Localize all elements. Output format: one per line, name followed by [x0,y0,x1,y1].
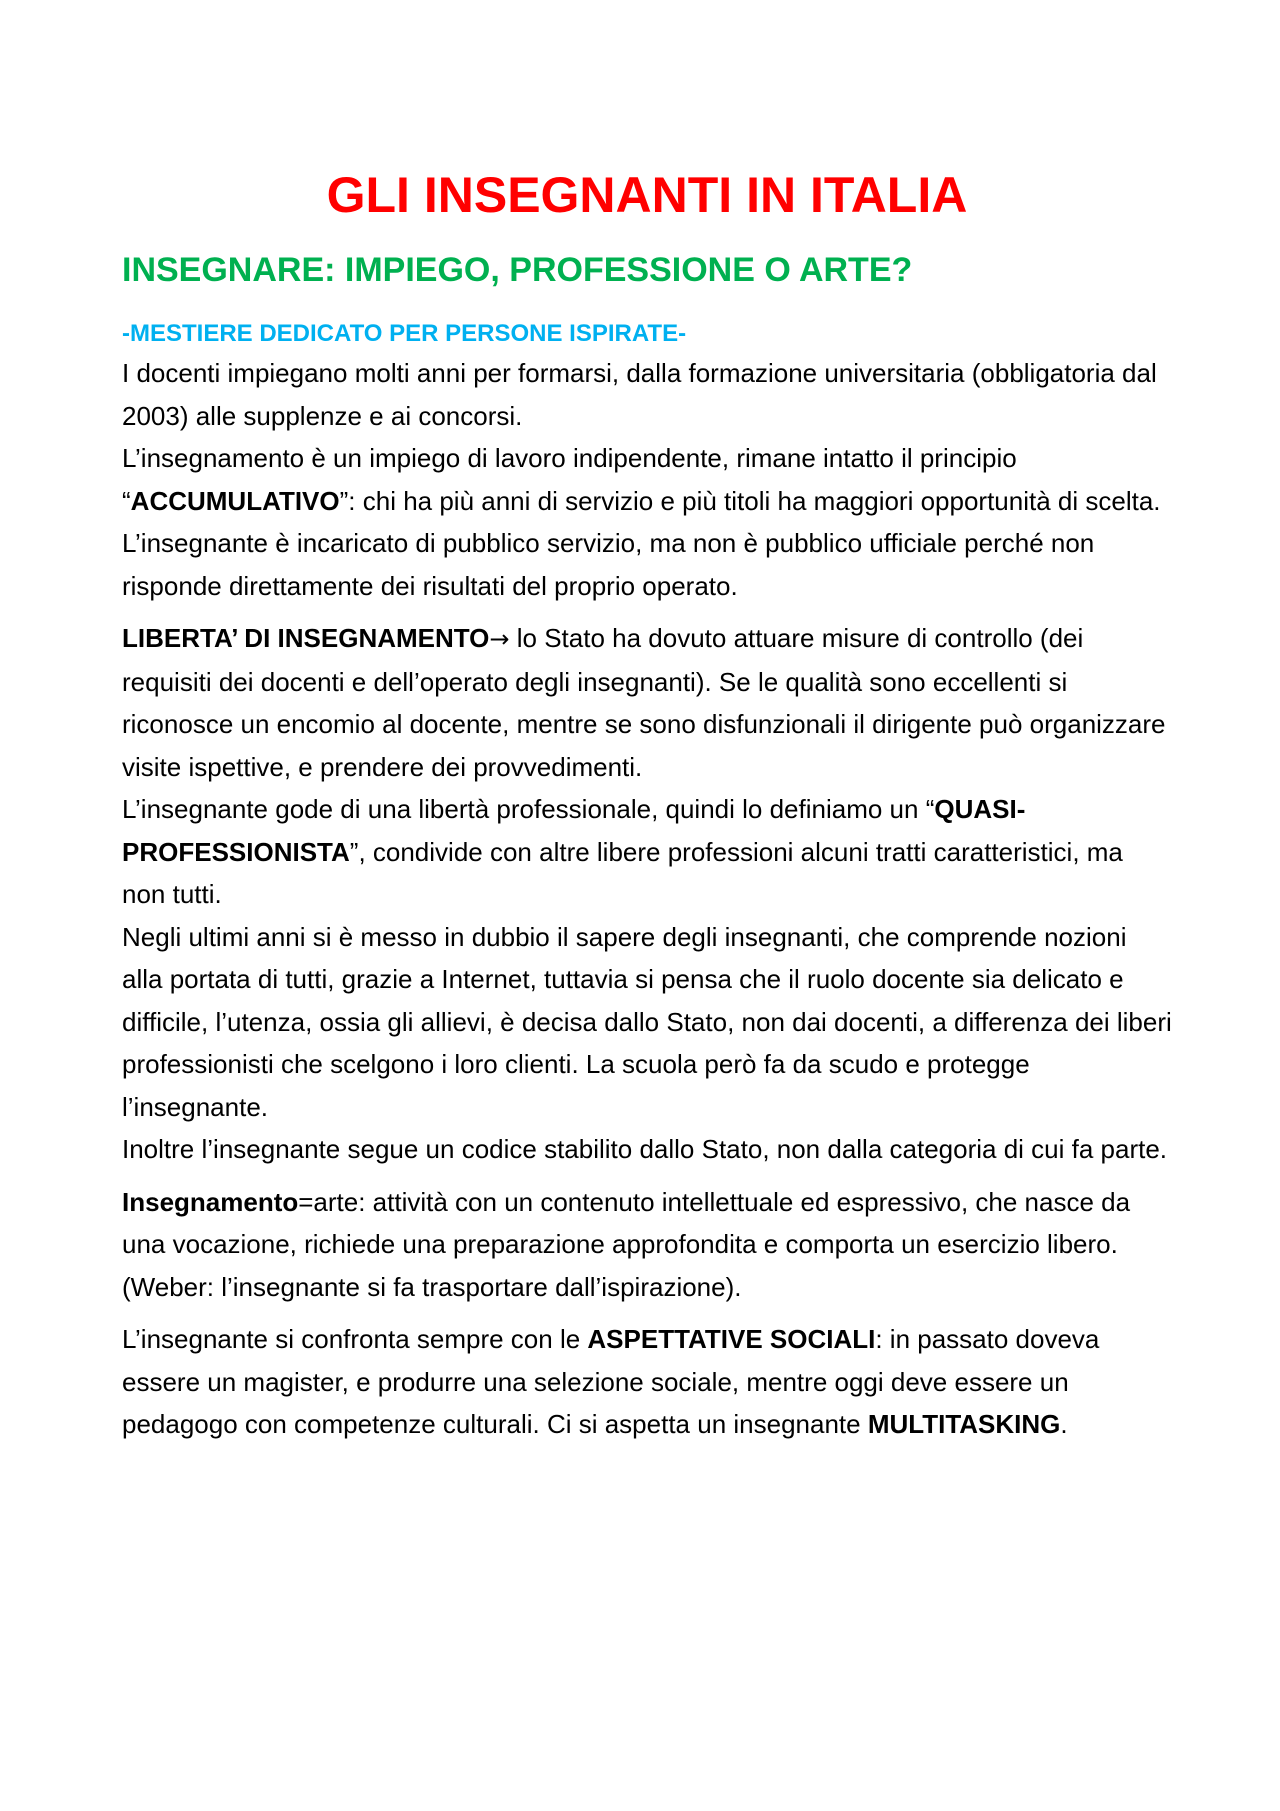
document-title: GLI INSEGNANTI IN ITALIA [326,167,968,223]
paragraph-accumulative [122,437,1172,522]
paragraph-text: lo Stato ha dovuto attuare misure di controllo (dei requisiti dei docenti e dell’operato degli insegnanti). Se le qualità sono eccellenti si riconosce un encomio al docente, mentre se sono disfunzionali il dirigente può organizzare visite ispettive, e prendere dei provvedimenti. [122,623,1166,782]
paragraph-quasi-professional [122,788,1172,916]
paragraph-text: : in passato doveva essere un magister, e produrre una selezione sociale, mentre oggi deve essere un pedagogo con competenze culturali. Ci si aspetta un insegnante [122,1324,1100,1439]
bold-term-insegnamento: Insegnamento [122,1186,299,1217]
subsection-title: -MESTIERE DEDICATO PER PERSONE ISPIRATE- [122,320,687,347]
paragraph-teaching-freedom [122,617,1172,788]
paragraph-code: Inoltre l’insegnante segue un codice stabilito dallo Stato, non dalla categoria di cui fa parte. [122,1134,1168,1164]
section-title: INSEGNARE: IMPIEGO, PROFESSIONE O ARTE? [122,251,913,289]
paragraph-text: =arte: attività con un contenuto intellettuale ed espressivo, che nasce da una vocazione, richiede una preparazione approfondita e comporta un esercizio libero. (Weber: l’insegnante si fa trasportare dall’ispirazione). [122,1186,1131,1302]
bold-term-multitasking: MULTITASKING [867,1409,1061,1439]
paragraph-teaching-art [122,1181,1172,1309]
arrow-right-icon: → [489,625,510,653]
paragraph-training: I docenti impiegano molti anni per formarsi, dalla formazione universitaria (obbligatoria dal 2003) alle supplenze e ai concorsi. [122,358,1157,431]
bold-term-quasi-professionista: QUASI-PROFESSIONISTA [122,794,1026,867]
paragraph-text: L’insegnante si confronta sempre con le [122,1324,588,1354]
bold-term-accumulativo: ACCUMULATIVO [130,485,340,516]
paragraph-text: ”, condivide con altre libere professioni alcuni tratti caratteristici, ma non tutti. [122,836,1123,909]
document-page [122,160,1172,1446]
bold-term-aspettative-sociali: ASPETTATIVE SOCIALI [587,1324,876,1354]
paragraph-social-expectations [122,1318,1172,1446]
paragraph-text: L’insegnante gode di una libertà professionale, quindi lo definiamo un “ [122,794,935,824]
paragraph-text: ”: chi ha più anni di servizio e più titoli ha maggiori opportunità di scelta. [339,485,1161,516]
paragraph-public-service: L’insegnante è incaricato di pubblico servizio, ma non è pubblico ufficiale perché non risponde direttamente dei risultati del proprio operato. [122,528,1095,601]
paragraph-knowledge-doubt: Negli ultimi anni si è messo in dubbio il sapere degli insegnanti, che comprende nozioni alla portata di tutti, grazie a Internet, tuttavia si pensa che il ruolo docente sia delicato e difficile, l’utenza, ossia gli allievi, è decisa dallo Stato, non dai docenti, a differenza dei liberi professionisti che scelgono i loro clienti. La scuola però fa da scudo e protegge l’insegnante. [122,921,1172,1122]
paragraph-text: . [1060,1409,1068,1439]
bold-term-liberta: LIBERTA’ DI INSEGNAMENTO [122,623,490,653]
paragraph-text: L’insegnamento è un impiego di lavoro indipendente, rimane intatto il principio “ [122,443,1017,516]
